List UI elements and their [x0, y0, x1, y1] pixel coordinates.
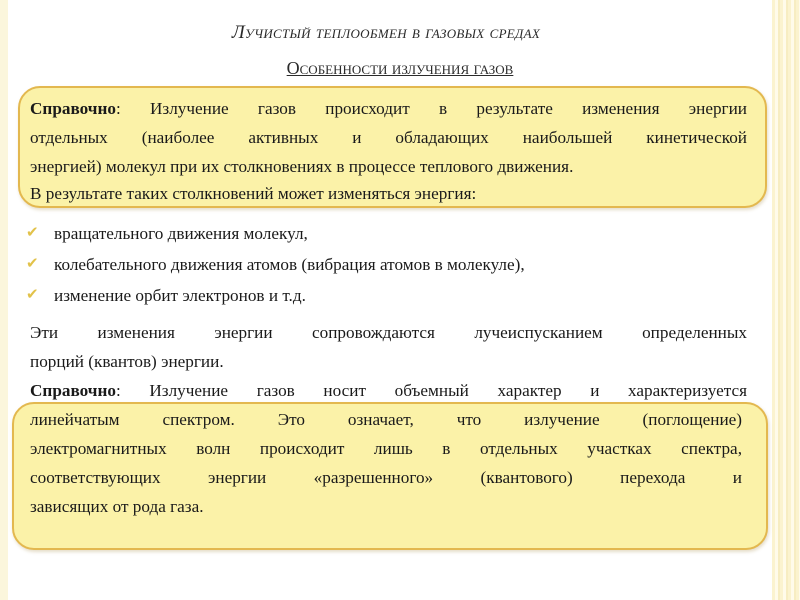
paragraph-line: порций (квантов) энергии.: [30, 352, 224, 371]
right-decor-border: [772, 0, 800, 600]
energy-list: [26, 219, 746, 312]
check-mark-icon: ✔: [26, 225, 39, 241]
paragraph-line: линейчатым спектром. Это означает, что излучение (поглощение): [30, 410, 742, 429]
reference-paragraph-2: [30, 376, 747, 405]
slide-subtitle: Особенности излучения газов: [286, 58, 514, 78]
reference-label: Справочно: [30, 381, 116, 400]
list-item: ✔ вращательного движения молекул,: [26, 219, 746, 250]
reference-paragraph-1: [30, 94, 747, 181]
check-mark-icon: ✔: [26, 256, 39, 272]
paragraph-line: : Излучение газов носит объемный характер и характеризуется: [115, 381, 747, 400]
slide-title: Лучистый теплообмен в газовых средах: [231, 22, 541, 43]
paragraph-line: : Излучение газов происходит в результате изменения энергии: [115, 99, 747, 118]
left-decor-stripe: [0, 0, 8, 600]
reference-paragraph-2-continued: [30, 405, 742, 521]
paragraph-line: соответствующих энергии «разрешенного» (квантового) перехода и: [30, 468, 742, 487]
paragraph-line: отдельных (наиболее активных и обладающих наибольшей кинетической: [30, 128, 747, 147]
list-item: ✔ колебательного движения атомов (вибрация атомов в молекуле),: [26, 250, 746, 281]
emission-paragraph: [30, 318, 747, 376]
list-item: ✔ изменение орбит электронов и т.д.: [26, 281, 746, 312]
paragraph-line: зависящих от рода газа.: [30, 497, 204, 516]
paragraph-line: энергией) молекул при их столкновениях в процессе теплового движения.: [30, 157, 574, 176]
paragraph-line: электромагнитных волн происходит лишь в отдельных участках спектра,: [30, 439, 742, 458]
check-mark-icon: ✔: [26, 287, 39, 303]
intro-paragraph: В результате таких столкновений может изменяться энергия:: [30, 184, 477, 203]
reference-label: Справочно: [30, 99, 116, 118]
paragraph-line: Эти изменения энергии сопровождаются лучеиспусканием определенных: [30, 323, 747, 342]
